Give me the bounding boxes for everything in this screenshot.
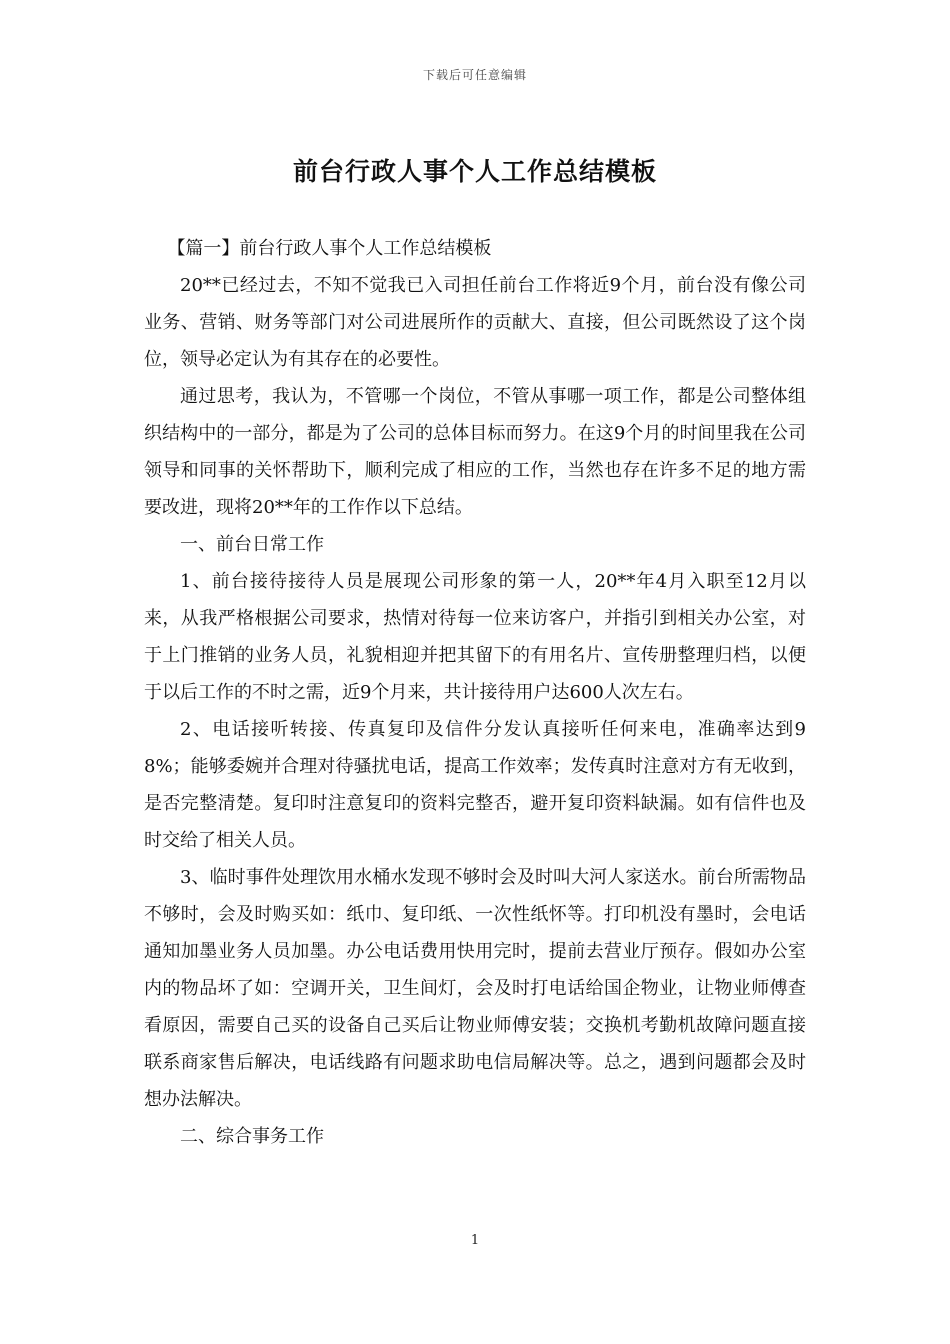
section-heading-general-affairs: 二、综合事务工作 xyxy=(180,1126,324,1147)
section-heading-part-one: 【篇一】前台行政人事个人工作总结模板 xyxy=(167,238,492,259)
section-heading-front-desk-daily-work: 一、前台日常工作 xyxy=(180,534,324,555)
page-number: 1 xyxy=(470,1233,480,1248)
header-note: 下载后可任意编辑 xyxy=(422,68,527,82)
paragraph-reflection: 通过思考，我认为，不管哪一个岗位，不管从事哪一项工作，都是公司整体组织结构中的一部分，都是为了公司的总体目标而努力。在这9个月的时间里我在公司领导和同事的关怀帮助下，顺利完成了相应的工作，当然也存在许多不足的地方需要改进，现将20**年的工作作以下总结。 xyxy=(144,386,806,518)
paragraph-reception: 1、前台接待接待人员是展现公司形象的第一人，20**年4月入职至12月以来，从我严格根据公司要求，热情对待每一位来访客户，并指引到相关办公室，对于上门推销的业务人员，礼貌相迎并把其留下的有用名片、宣传册整理归档，以便于以后工作的不时之需，近9个月来，共计接待用户达600人次左右。 xyxy=(144,571,806,703)
document-title: 前台行政人事个人工作总结模板 xyxy=(292,157,657,186)
paragraph-temporary-matters: 3、临时事件处理饮用水桶水发现不够时会及时叫大河人家送水。前台所需物品不够时，会及时购买如：纸巾、复印纸、一次性纸怀等。打印机没有墨时，会电话通知加墨业务人员加墨。办公电话费用快用完时，提前去营业厅预存。假如办公室内的物品坏了如：空调开关，卫生间灯，会及时打电话给国企物业，让物业师傅查看原因，需要自己买的设备自己买后让物业师傅安装；交换机考勤机故障问题直接联系商家售后解决，电话线路有问题求助电信局解决等。总之，遇到问题都会及时想办法解决。 xyxy=(144,867,806,1110)
paragraph-intro: 20**已经过去，不知不觉我已入司担任前台工作将近9个月，前台没有像公司业务、营销、财务等部门对公司进展所作的贡献大、直接，但公司既然设了这个岗位，领导必定认为有其存在的必要性。 xyxy=(144,275,806,370)
paragraph-phone-fax: 2、电话接听转接、传真复印及信件分发认真接听任何来电，准确率达到98%；能够委婉并合理对待骚扰电话，提高工作效率；发传真时注意对方有无收到，是否完整清楚。复印时注意复印的资料完整否，避开复印资料缺漏。如有信件也及时交给了相关人员。 xyxy=(144,719,806,851)
document-body xyxy=(144,230,806,1155)
